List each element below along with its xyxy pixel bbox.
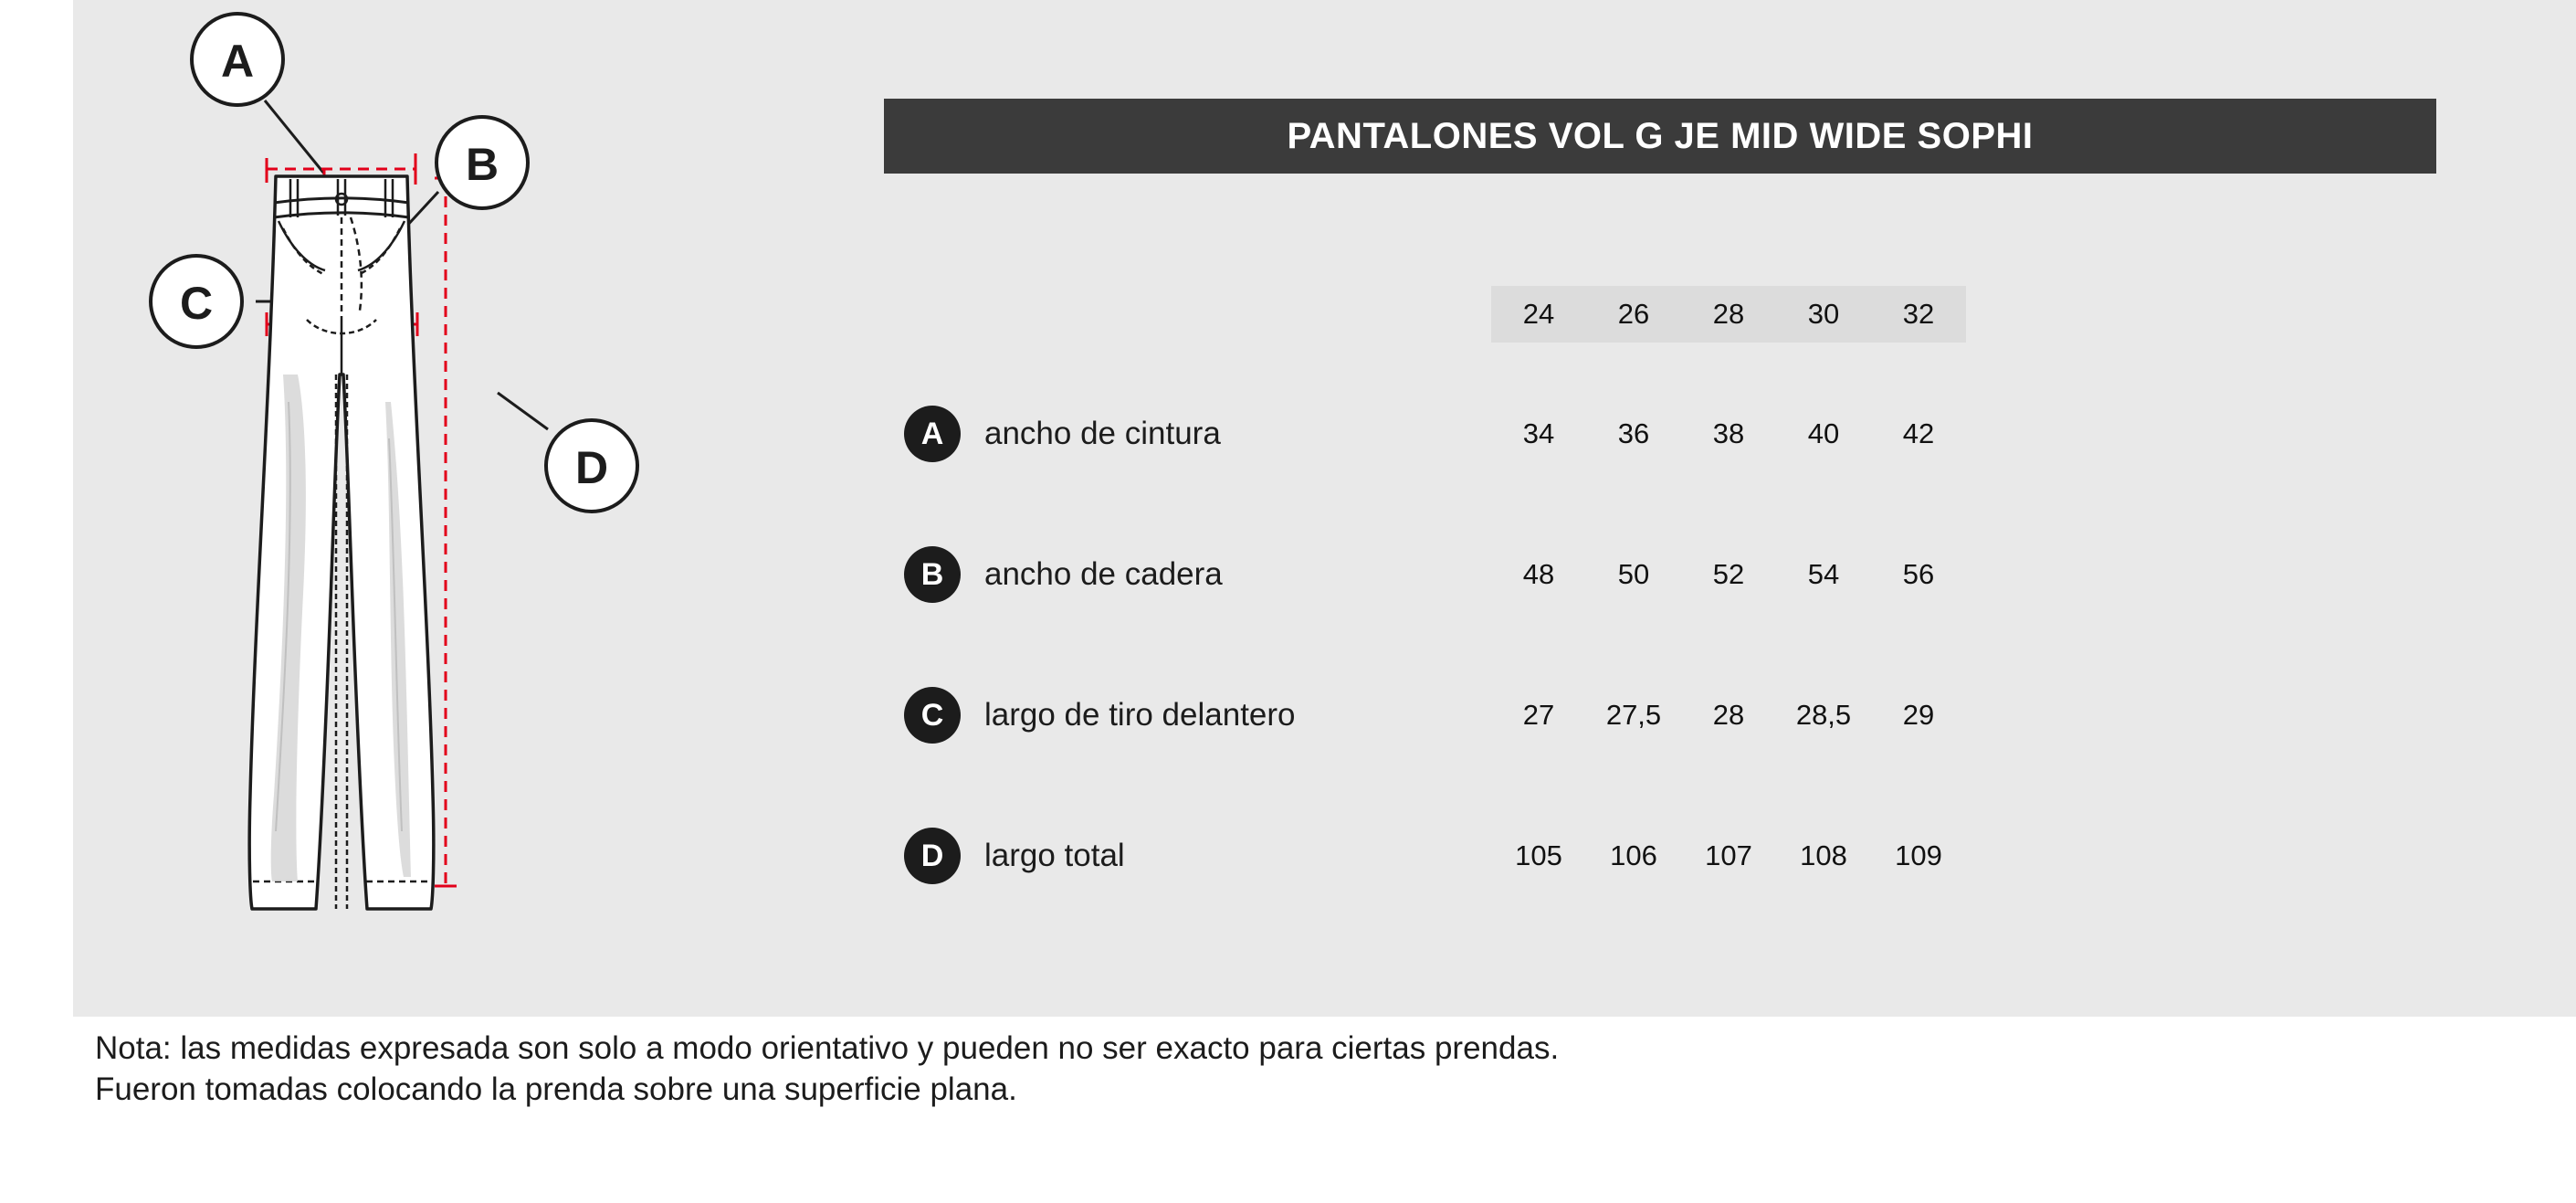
value-cell: 36: [1617, 417, 1650, 449]
note-line-2: Fueron tomadas colocando la prenda sobre una superficie plana.: [95, 1071, 1017, 1107]
row-label-d: largo total: [984, 838, 1125, 873]
garment-illustration: [137, 9, 858, 1005]
table-row: [884, 364, 2436, 504]
row-label-b: ancho de cadera: [984, 556, 1223, 592]
row-badge-c: C: [904, 687, 961, 744]
svg-text:B: B: [465, 139, 499, 190]
value-cell: 107: [1705, 839, 1752, 871]
value-cell: 28: [1712, 699, 1745, 731]
value-cell: 105: [1515, 839, 1562, 871]
value-cell: 54: [1807, 558, 1840, 590]
size-header-cell: 30: [1807, 298, 1840, 330]
svg-text:C: C: [179, 278, 214, 329]
row-label-a: ancho de cintura: [984, 416, 1221, 451]
value-cell: 42: [1902, 417, 1935, 449]
value-cell: 48: [1522, 558, 1555, 590]
row-badge-a: A: [904, 406, 961, 462]
row-values-b: [1491, 558, 1966, 591]
note-line-1: Nota: las medidas expresada son solo a modo orientativo y pueden no ser exacto para ciertas prendas.: [95, 1030, 1560, 1066]
svg-text:A: A: [220, 36, 255, 87]
row-badge-d: D: [904, 828, 961, 884]
value-cell: 38: [1712, 417, 1745, 449]
table-row: [884, 645, 2436, 786]
size-header-cell: 24: [1522, 298, 1555, 330]
measurements-table: [884, 99, 2436, 873]
value-cell: 50: [1617, 558, 1650, 590]
value-cell: 106: [1610, 839, 1657, 871]
row-values-c: [1491, 699, 1966, 732]
value-cell: 29: [1902, 699, 1935, 731]
page-title: PANTALONES VOL G JE MID WIDE SOPHI: [1287, 115, 2034, 156]
measurement-rows: [884, 364, 2436, 926]
row-label-c: largo de tiro delantero: [984, 697, 1296, 733]
value-cell: 40: [1807, 417, 1840, 449]
size-header-cell: 26: [1617, 298, 1650, 330]
svg-text:D: D: [574, 442, 609, 493]
size-header-cell: 32: [1902, 298, 1935, 330]
value-cell: 34: [1522, 417, 1555, 449]
value-cell: 28,5: [1795, 699, 1852, 731]
row-values-d: [1491, 839, 1966, 872]
table-row: [884, 504, 2436, 645]
value-cell: 27: [1522, 699, 1555, 731]
value-cell: 56: [1902, 558, 1935, 590]
value-cell: 109: [1895, 839, 1942, 871]
note-text: [95, 1029, 2287, 1111]
value-cell: 27,5: [1605, 699, 1662, 731]
value-cell: 108: [1800, 839, 1847, 871]
table-row: [884, 786, 2436, 926]
value-cell: 52: [1712, 558, 1745, 590]
row-values-a: [1491, 417, 1966, 450]
size-header-cell: 28: [1712, 298, 1745, 330]
row-badge-b: B: [904, 546, 961, 603]
table-title-bar: [884, 99, 2436, 174]
size-header-row: [1491, 286, 1966, 343]
